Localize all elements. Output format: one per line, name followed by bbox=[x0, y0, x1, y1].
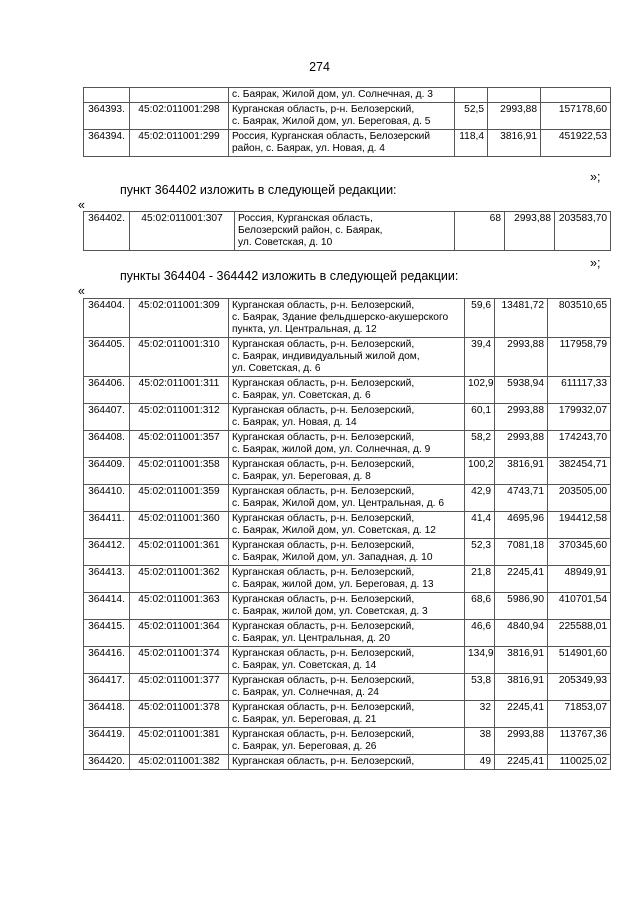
address-line: с. Баярак, Жилой дом, ул. Западная, д. 10 bbox=[232, 552, 433, 563]
address-line: Курганская область, р-н. Белозерский, bbox=[232, 648, 415, 659]
address-line: с. Баярак, ул. Береговая, д. 21 bbox=[232, 714, 377, 725]
table-row bbox=[84, 647, 611, 674]
address-line: с. Баярак, Здание фельдшерско-акушерского bbox=[232, 312, 449, 323]
registry-table-bottom bbox=[83, 298, 611, 770]
address-line: с. Баярак, жилой дом, ул. Солнечная, д. 9 bbox=[232, 444, 431, 455]
area-cell: 118,4 bbox=[455, 130, 488, 157]
cost-cell: 110025,02 bbox=[548, 755, 611, 770]
table-row bbox=[84, 539, 611, 566]
price-cell: 2245,41 bbox=[495, 566, 548, 593]
area-cell: 68 bbox=[455, 212, 505, 251]
table-row bbox=[84, 338, 611, 377]
area-cell: 100,2 bbox=[465, 458, 495, 485]
table-row bbox=[84, 701, 611, 728]
address-line: ул. Советская, д. 10 bbox=[238, 237, 333, 248]
cadastral-number-cell: 45:02:011001:374 bbox=[130, 647, 229, 674]
address-line: Курганская область, р-н. Белозерский, bbox=[232, 567, 415, 578]
cost-cell: 117958,79 bbox=[548, 338, 611, 377]
cadastral-number-cell: 45:02:011001:360 bbox=[130, 512, 229, 539]
cost-cell: 203505,00 bbox=[548, 485, 611, 512]
price-cell: 2993,88 bbox=[495, 338, 548, 377]
price-cell: 3816,91 bbox=[495, 674, 548, 701]
area-cell: 46,6 bbox=[465, 620, 495, 647]
address-line: с. Баярак, Жилой дом, ул. Береговая, д. 5 bbox=[232, 116, 431, 127]
address-cell bbox=[229, 620, 465, 647]
row-number-cell: 364404. bbox=[84, 299, 130, 338]
price-cell: 2993,88 bbox=[505, 212, 555, 251]
area-cell: 41,4 bbox=[465, 512, 495, 539]
address-cell bbox=[229, 755, 465, 770]
address-line: Курганская область, р-н. Белозерский, bbox=[232, 594, 415, 605]
address-line: Курганская область, р-н. Белозерский, bbox=[232, 675, 415, 686]
address-line: с. Баярак, Жилой дом, ул. Центральная, д. 6 bbox=[232, 498, 444, 509]
cost-cell: 514901,60 bbox=[548, 647, 611, 674]
price-cell: 3816,91 bbox=[495, 647, 548, 674]
address-cell bbox=[229, 458, 465, 485]
amendment-paragraph: пункты 364404 - 364442 изложить в следующей редакции: bbox=[120, 269, 459, 283]
table-row bbox=[84, 404, 611, 431]
area-cell: 52,5 bbox=[455, 103, 488, 130]
opening-quote: « bbox=[78, 284, 85, 298]
area-cell: 21,8 bbox=[465, 566, 495, 593]
price-cell: 3816,91 bbox=[488, 130, 541, 157]
row-number-cell: 364407. bbox=[84, 404, 130, 431]
address-line: Курганская область, р-н. Белозерский, bbox=[232, 339, 415, 350]
address-cell bbox=[229, 404, 465, 431]
address-line: Курганская область, р-н. Белозерский, bbox=[232, 459, 415, 470]
price-cell: 4840,94 bbox=[495, 620, 548, 647]
cadastral-number-cell: 45:02:011001:298 bbox=[130, 103, 229, 130]
address-line: Россия, Курганская область, Белозерский bbox=[232, 131, 431, 142]
address-cell bbox=[229, 512, 465, 539]
area-cell: 38 bbox=[465, 728, 495, 755]
table-row bbox=[84, 512, 611, 539]
table-row bbox=[84, 485, 611, 512]
amendment-paragraph: пункт 364402 изложить в следующей редакции: bbox=[120, 183, 397, 197]
cost-cell: 113767,36 bbox=[548, 728, 611, 755]
cost-cell: 194412,58 bbox=[548, 512, 611, 539]
row-number-cell: 364393. bbox=[84, 103, 130, 130]
row-number-cell: 364419. bbox=[84, 728, 130, 755]
table-row bbox=[84, 103, 611, 130]
address-cell bbox=[235, 212, 455, 251]
row-number-cell: 364417. bbox=[84, 674, 130, 701]
address-line: Курганская область, р-н. Белозерский, bbox=[232, 540, 415, 551]
cadastral-number-cell: 45:02:011001:310 bbox=[130, 338, 229, 377]
address-cell bbox=[229, 566, 465, 593]
table-row bbox=[84, 130, 611, 157]
address-line: Курганская область, р-н. Белозерский, bbox=[232, 513, 415, 524]
cadastral-number-cell: 45:02:011001:311 bbox=[130, 377, 229, 404]
cost-cell: 174243,70 bbox=[548, 431, 611, 458]
cadastral-number-cell: 45:02:011001:377 bbox=[130, 674, 229, 701]
row-number-cell: 364408. bbox=[84, 431, 130, 458]
address-cell bbox=[229, 338, 465, 377]
address-line: Курганская область, р-н. Белозерский, bbox=[232, 702, 415, 713]
registry-table-top bbox=[83, 87, 611, 157]
area-cell: 59,6 bbox=[465, 299, 495, 338]
cost-cell: 203583,70 bbox=[555, 212, 611, 251]
cadastral-number-cell: 45:02:011001:361 bbox=[130, 539, 229, 566]
area-cell: 53,8 bbox=[465, 674, 495, 701]
row-number-cell: 364410. bbox=[84, 485, 130, 512]
address-line: пункта, ул. Центральная, д. 12 bbox=[232, 324, 377, 335]
address-line: с. Баярак, Жилой дом, ул. Солнечная, д. 3 bbox=[232, 89, 433, 100]
price-cell: 2993,88 bbox=[495, 404, 548, 431]
cost-cell: 803510,65 bbox=[548, 299, 611, 338]
area-cell: 58,2 bbox=[465, 431, 495, 458]
row-number-cell: 364406. bbox=[84, 377, 130, 404]
price-cell: 7081,18 bbox=[495, 539, 548, 566]
address-line: район, с. Баярак, ул. Новая, д. 4 bbox=[232, 143, 385, 154]
area-cell bbox=[455, 88, 488, 103]
address-line: Курганская область, р-н. Белозерский, bbox=[232, 756, 415, 767]
cadastral-number-cell: 45:02:011001:312 bbox=[130, 404, 229, 431]
price-cell: 5986,90 bbox=[495, 593, 548, 620]
address-cell bbox=[229, 130, 455, 157]
price-cell: 2993,88 bbox=[495, 728, 548, 755]
table-row bbox=[84, 566, 611, 593]
cadastral-number-cell: 45:02:011001:357 bbox=[130, 431, 229, 458]
table-row bbox=[84, 458, 611, 485]
page-number: 274 bbox=[309, 60, 330, 74]
address-line: с. Баярак, ул. Центральная, д. 20 bbox=[232, 633, 391, 644]
address-line: с. Баярак, ул. Береговая, д. 8 bbox=[232, 471, 371, 482]
table-row bbox=[84, 593, 611, 620]
address-cell bbox=[229, 88, 455, 103]
cost-cell: 451922,53 bbox=[541, 130, 611, 157]
address-line: с. Баярак, жилой дом, ул. Береговая, д. 13 bbox=[232, 579, 434, 590]
cost-cell: 410701,54 bbox=[548, 593, 611, 620]
address-line: Курганская область, р-н. Белозерский, bbox=[232, 300, 415, 311]
cadastral-number-cell: 45:02:011001:362 bbox=[130, 566, 229, 593]
address-cell bbox=[229, 539, 465, 566]
address-line: с. Баярак, ул. Советская, д. 14 bbox=[232, 660, 377, 671]
address-cell bbox=[229, 674, 465, 701]
row-number-cell: 364409. bbox=[84, 458, 130, 485]
cadastral-number-cell: 45:02:011001:309 bbox=[130, 299, 229, 338]
cadastral-number-cell: 45:02:011001:299 bbox=[130, 130, 229, 157]
cadastral-number-cell: 45:02:011001:359 bbox=[130, 485, 229, 512]
cost-cell: 370345,60 bbox=[548, 539, 611, 566]
address-line: с. Баярак, индивидуальный жилой дом, bbox=[232, 351, 420, 362]
table-row bbox=[84, 377, 611, 404]
address-cell bbox=[229, 103, 455, 130]
address-line: Курганская область, р-н. Белозерский, bbox=[232, 432, 415, 443]
cost-cell bbox=[541, 88, 611, 103]
cost-cell: 157178,60 bbox=[541, 103, 611, 130]
area-cell: 134,9 bbox=[465, 647, 495, 674]
cost-cell: 382454,71 bbox=[548, 458, 611, 485]
table-row bbox=[84, 431, 611, 458]
cost-cell: 179932,07 bbox=[548, 404, 611, 431]
table-row bbox=[84, 620, 611, 647]
address-line: Курганская область, р-н. Белозерский, bbox=[232, 378, 415, 389]
price-cell: 2245,41 bbox=[495, 701, 548, 728]
address-cell bbox=[229, 377, 465, 404]
cost-cell: 205349,93 bbox=[548, 674, 611, 701]
cadastral-number-cell: 45:02:011001:382 bbox=[130, 755, 229, 770]
address-line: с. Баярак, жилой дом, ул. Советская, д. 3 bbox=[232, 606, 428, 617]
closing-quote: »; bbox=[590, 256, 601, 270]
row-number-cell: 364412. bbox=[84, 539, 130, 566]
row-number-cell: 364411. bbox=[84, 512, 130, 539]
address-line: Белозерский район, с. Баярак, bbox=[238, 225, 383, 236]
cadastral-number-cell: 45:02:011001:307 bbox=[130, 212, 235, 251]
table-row bbox=[84, 212, 611, 251]
area-cell: 60,1 bbox=[465, 404, 495, 431]
address-line: Курганская область, р-н. Белозерский, bbox=[232, 486, 415, 497]
cadastral-number-cell: 45:02:011001:358 bbox=[130, 458, 229, 485]
address-cell bbox=[229, 485, 465, 512]
price-cell: 5938,94 bbox=[495, 377, 548, 404]
row-number-cell bbox=[84, 88, 130, 103]
price-cell: 13481,72 bbox=[495, 299, 548, 338]
area-cell: 68,6 bbox=[465, 593, 495, 620]
row-number-cell: 364420. bbox=[84, 755, 130, 770]
address-line: с. Баярак, ул. Солнечная, д. 24 bbox=[232, 687, 379, 698]
address-line: Курганская область, р-н. Белозерский, bbox=[232, 729, 415, 740]
closing-quote: »; bbox=[590, 170, 601, 184]
cadastral-number-cell: 45:02:011001:364 bbox=[130, 620, 229, 647]
area-cell: 52,3 bbox=[465, 539, 495, 566]
address-cell bbox=[229, 647, 465, 674]
address-cell bbox=[229, 431, 465, 458]
cadastral-number-cell: 45:02:011001:381 bbox=[130, 728, 229, 755]
row-number-cell: 364402. bbox=[84, 212, 130, 251]
address-line: Россия, Курганская область, bbox=[238, 213, 373, 224]
address-cell bbox=[229, 299, 465, 338]
price-cell: 2993,88 bbox=[488, 103, 541, 130]
table-row bbox=[84, 755, 611, 770]
address-cell bbox=[229, 728, 465, 755]
row-number-cell: 364394. bbox=[84, 130, 130, 157]
table-row bbox=[84, 299, 611, 338]
area-cell: 102,9 bbox=[465, 377, 495, 404]
cost-cell: 225588,01 bbox=[548, 620, 611, 647]
registry-table-mid bbox=[83, 211, 611, 251]
row-number-cell: 364413. bbox=[84, 566, 130, 593]
row-number-cell: 364418. bbox=[84, 701, 130, 728]
cost-cell: 48949,91 bbox=[548, 566, 611, 593]
table-row bbox=[84, 674, 611, 701]
price-cell: 2993,88 bbox=[495, 431, 548, 458]
price-cell: 3816,91 bbox=[495, 458, 548, 485]
address-line: Курганская область, р-н. Белозерский, bbox=[232, 405, 415, 416]
cadastral-number-cell: 45:02:011001:363 bbox=[130, 593, 229, 620]
cadastral-number-cell bbox=[130, 88, 229, 103]
price-cell: 4695,96 bbox=[495, 512, 548, 539]
price-cell: 4743,71 bbox=[495, 485, 548, 512]
address-line: ул. Советская, д. 6 bbox=[232, 363, 321, 374]
cost-cell: 71853,07 bbox=[548, 701, 611, 728]
area-cell: 32 bbox=[465, 701, 495, 728]
address-cell bbox=[229, 593, 465, 620]
area-cell: 49 bbox=[465, 755, 495, 770]
table-row bbox=[84, 88, 611, 103]
address-cell bbox=[229, 701, 465, 728]
address-line: с. Баярак, ул. Новая, д. 14 bbox=[232, 417, 357, 428]
opening-quote: « bbox=[78, 198, 85, 212]
area-cell: 42,9 bbox=[465, 485, 495, 512]
price-cell: 2245,41 bbox=[495, 755, 548, 770]
cadastral-number-cell: 45:02:011001:378 bbox=[130, 701, 229, 728]
address-line: с. Баярак, ул. Советская, д. 6 bbox=[232, 390, 371, 401]
address-line: Курганская область, р-н. Белозерский, bbox=[232, 621, 415, 632]
address-line: с. Баярак, ул. Береговая, д. 26 bbox=[232, 741, 377, 752]
row-number-cell: 364414. bbox=[84, 593, 130, 620]
address-line: с. Баярак, Жилой дом, ул. Советская, д. 12 bbox=[232, 525, 436, 536]
row-number-cell: 364415. bbox=[84, 620, 130, 647]
row-number-cell: 364405. bbox=[84, 338, 130, 377]
address-line: Курганская область, р-н. Белозерский, bbox=[232, 104, 415, 115]
table-row bbox=[84, 728, 611, 755]
cost-cell: 611117,33 bbox=[548, 377, 611, 404]
price-cell bbox=[488, 88, 541, 103]
area-cell: 39,4 bbox=[465, 338, 495, 377]
row-number-cell: 364416. bbox=[84, 647, 130, 674]
